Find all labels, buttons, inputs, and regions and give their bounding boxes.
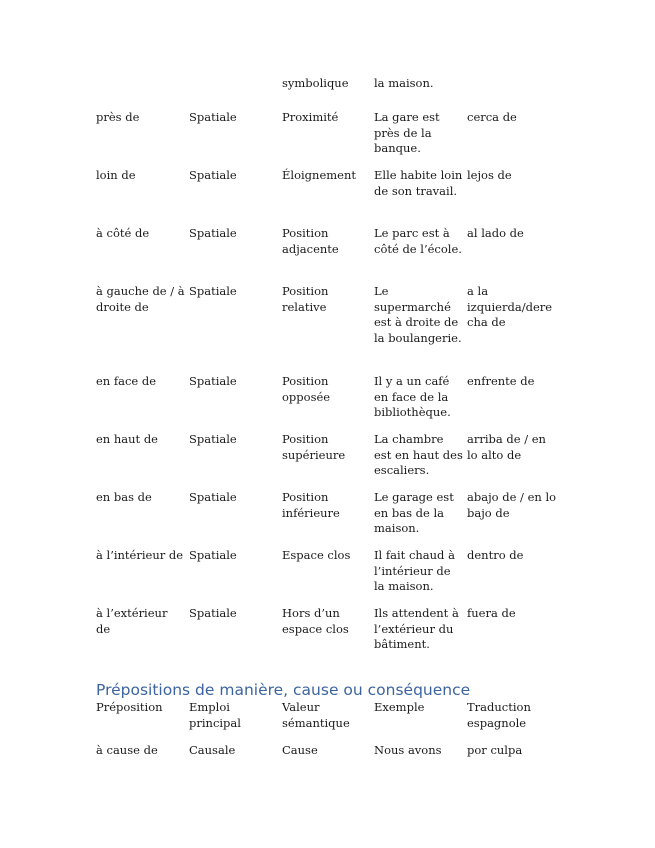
table-cell-valeur: Position supérieure: [282, 432, 346, 462]
column-header-emploi: Emploi principal: [189, 700, 241, 730]
table-row: [96, 110, 566, 168]
table-cell-exemple: Nous avons: [374, 743, 442, 757]
table-cell-traduction: al lado de: [467, 226, 524, 240]
column-header-valeur: Valeur sémantique: [282, 700, 350, 730]
table-cell-exemple: La chambre est en haut des escaliers.: [374, 432, 463, 477]
table-row: [96, 168, 566, 226]
table-cell-preposition: près de: [96, 110, 140, 124]
table-cell-preposition: à l’intérieur de: [96, 548, 184, 562]
section-heading: Prépositions de manière, cause ou conséquence: [96, 681, 471, 699]
table-cell-preposition: à l’extérieur de: [96, 606, 168, 636]
table-row: [96, 76, 566, 110]
table-cell-preposition: en face de: [96, 374, 157, 388]
table-row: [96, 226, 566, 284]
table-cell-traduction: abajo de / en lo bajo de: [467, 490, 557, 520]
manner-cause-table: [96, 700, 566, 763]
table-row: [96, 490, 566, 548]
table-cell-exemple: Il y a un café en face de la bibliothèque.: [374, 374, 451, 419]
table-cell-emploi: Spatiale: [189, 226, 237, 240]
table-cell-emploi: Spatiale: [189, 606, 237, 620]
table-cell-valeur: Éloignement: [282, 168, 356, 182]
table-cell-valeur: Hors d’un espace clos: [282, 606, 349, 636]
table-cell-emploi: Spatiale: [189, 374, 237, 388]
table-row: [96, 606, 566, 664]
table-cell-emploi: Spatiale: [189, 284, 237, 298]
table-cell-emploi: Spatiale: [189, 548, 237, 562]
table-cell-preposition: en bas de: [96, 490, 152, 504]
table-cell-exemple: la maison.: [374, 76, 434, 90]
table-cell-exemple: Il fait chaud à l’intérieur de la maison.: [374, 548, 455, 593]
table-cell-valeur: Position inférieure: [282, 490, 340, 520]
table-cell-traduction: lejos de: [467, 168, 512, 182]
table-cell-valeur: Position adjacente: [282, 226, 339, 256]
table-cell-valeur: symbolique: [282, 76, 349, 90]
table-cell-exemple: Le parc est à côté de l’école.: [374, 226, 462, 256]
column-header-exemple: Exemple: [374, 700, 425, 714]
table-cell-preposition: en haut de: [96, 432, 158, 446]
column-header-preposition: Préposition: [96, 700, 163, 714]
table-cell-valeur: Proximité: [282, 110, 339, 124]
table-cell-preposition: à gauche de / à droite de: [96, 284, 185, 314]
table-cell-valeur: Espace clos: [282, 548, 351, 562]
table-cell-traduction: dentro de: [467, 548, 524, 562]
table-cell-traduction: cerca de: [467, 110, 517, 124]
column-header-traduction: Traduction espagnole: [467, 700, 531, 730]
table-cell-emploi: Spatiale: [189, 432, 237, 446]
table-cell-traduction: arriba de / en lo alto de: [467, 432, 546, 462]
table-row: [96, 432, 566, 490]
table-cell-valeur: Position relative: [282, 284, 329, 314]
table-cell-emploi: Causale: [189, 743, 236, 757]
table-cell-valeur: Position opposée: [282, 374, 331, 404]
table-cell-preposition: à côté de: [96, 226, 150, 240]
table-cell-exemple: La gare est près de la banque.: [374, 110, 440, 155]
table-header-row: [96, 700, 566, 743]
table-row: [96, 374, 566, 432]
table-cell-emploi: Spatiale: [189, 168, 237, 182]
table-cell-traduction: por culpa: [467, 743, 523, 757]
table-cell-exemple: Le supermarché est à droite de la boulangerie.: [374, 284, 462, 345]
table-cell-traduction: fuera de: [467, 606, 516, 620]
table-cell-preposition: loin de: [96, 168, 136, 182]
table-row: [96, 548, 566, 606]
table-cell-emploi: Spatiale: [189, 490, 237, 504]
table-cell-exemple: Ils attendent à l’extérieur du bâtiment.: [374, 606, 459, 651]
table-cell-exemple: Le garage est en bas de la maison.: [374, 490, 454, 535]
table-cell-exemple: Elle habite loin de son travail.: [374, 168, 463, 198]
table-cell-preposition: à cause de: [96, 743, 158, 757]
prepositions-table-continued: [96, 76, 566, 664]
table-cell-emploi: Spatiale: [189, 110, 237, 124]
table-cell-traduction: enfrente de: [467, 374, 535, 388]
table-cell-traduction: a la izquierda/derecha de: [467, 284, 553, 329]
table-cell-valeur: Cause: [282, 743, 318, 757]
table-row: [96, 284, 566, 374]
table-row: [96, 743, 566, 763]
